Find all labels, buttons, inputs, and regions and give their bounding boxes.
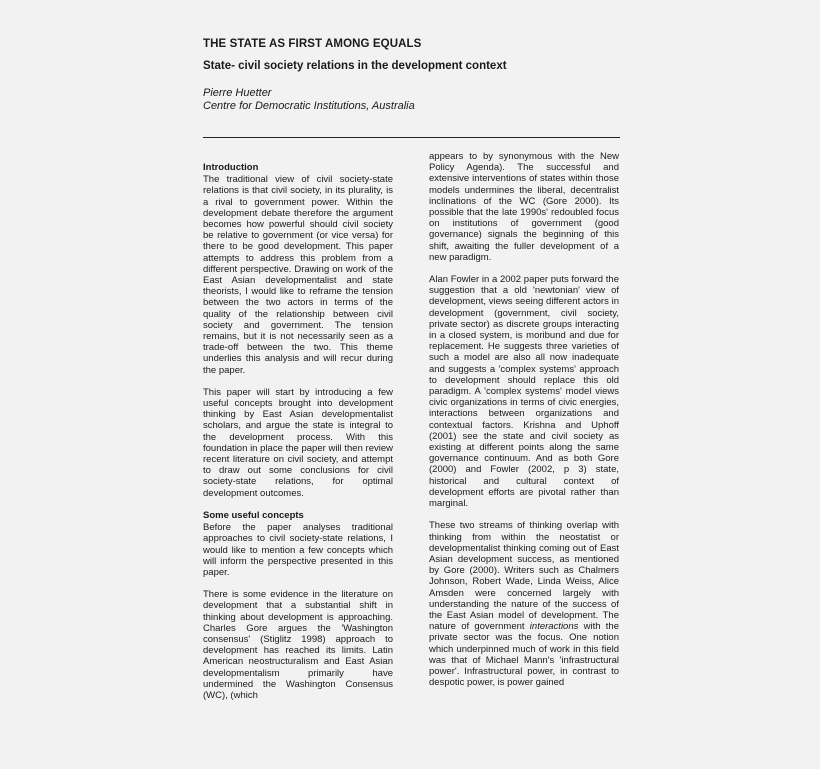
- emphasis-text: interactions: [529, 621, 579, 633]
- right-column: [429, 151, 619, 699]
- author-affiliation: Centre for Democratic Institutions, Australia: [203, 100, 415, 112]
- paragraph: Alan Fowler in a 2002 paper puts forward the suggestion that a old 'newtonian' view of development, views seeing different actors in development (government, civil society, private sector) as discrete groups interacting in a closed system, is moribund and due for replacement. He suggests three varieties of such a model are also all now inadequate and suggests a 'complex systems' approach to development should replace this old paradigm. A 'complex systems' model views civic organizations in terms of civic energies, interactions between organizations and contextual factors. Krishna and Uphoff (2001) see the state and civil society as existing at different points along the same governance continuum. And as both Gore (2000) and Fowler (2002, p 3) state, historical and cultural context of development efforts are pivotal rather than marginal.: [429, 274, 619, 510]
- author-name: Pierre Huetter: [203, 87, 272, 99]
- paragraph-text: with the private sector was the focus. One notion which underpinned much of work in this field was that of Michael Mann's 'infrastructural power'. Infrastructural power, in contrast to despotic power, is power gained: [429, 621, 619, 689]
- left-column: [203, 162, 393, 712]
- paper-subtitle: State- civil society relations in the development context: [203, 60, 507, 72]
- paragraph-text: These two streams of thinking overlap with thinking from within the neostatist or developmentalist thinking coming out of East Asian development success, as mentioned by Gore (2000). Writers such as Chalmers Johnson, Robert Wade, Linda Weiss, Alice Amsden were concerned largely with understanding the nature of the success of the East Asian model of development. The nature of government: [429, 520, 619, 633]
- paragraph: There is some evidence in the literature on development that a substantial shift in thinking about development is approaching. Charles Gore argues the 'Washington consensus' (Stiglitz 1998) approach to development has reached its limits. Latin American neostructuralism and East Asian developmentalism primarily have undermined the Washington Consensus (WC), (which: [203, 589, 393, 701]
- paragraph: appears to by synonymous with the New Policy Agenda). The successful and extensive interventions of states within those models undermines the liberal, decentralist inclinations of the WC (Gore 2000). Its possible that the late 1990s' redoubled focus on institutions of government (good governance) signals the beginning of this shift, awaiting the fuller development of a new paradigm.: [429, 151, 619, 263]
- header-divider: [203, 137, 620, 138]
- paragraph: [429, 520, 619, 688]
- paper-title: THE STATE AS FIRST AMONG EQUALS: [203, 38, 422, 50]
- author-block: [203, 87, 415, 113]
- paragraph: Before the paper analyses traditional approaches to civil society-state relations, I would like to mention a few concepts which will inform the perspective presented in this paper.: [203, 522, 393, 578]
- paragraph: The traditional view of civil society-state relations is that civil society, in its plurality, is a rival to government power. Within the development debate therefore the argument becomes how powerful should civil society be relative to government (or vice versa) for there to be good development. This paper attempts to address this problem from a different perspective. Drawing on work of the East Asian developmentalist and state theorists, I would like to reframe the tension between the two actors in terms of the quality of the relationship between civil society and government. The tension remains, but it is not necessarily seen as a trade-off between the two. This theme underlies this analysis and will recur during the paper.: [203, 174, 393, 376]
- paragraph: This paper will start by introducing a few useful concepts brought into development thinking by East Asian developmentalist scholars, and argue the state is integral to the development process. With this foundation in place the paper will then review recent literature on civil society, and attempt to draw out some conclusions for civil society-state relations, for optimal development outcomes.: [203, 386, 393, 499]
- section-heading-introduction: Introduction: [203, 162, 259, 173]
- section-heading-useful-concepts: Some useful concepts: [203, 509, 304, 521]
